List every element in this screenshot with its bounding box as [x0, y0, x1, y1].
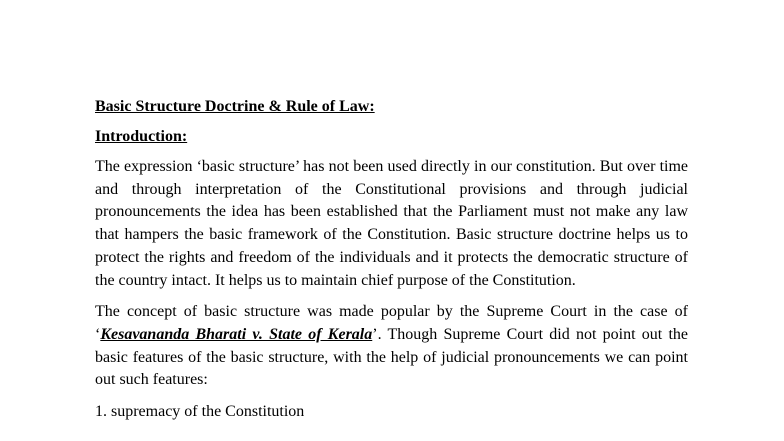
document-title: Basic Structure Doctrine & Rule of Law: [95, 98, 375, 115]
section-heading-introduction: Introduction: [95, 128, 188, 145]
document-body [95, 96, 688, 424]
paragraph-kesavananda [95, 301, 688, 392]
paragraph-text-after-case: ’. Though Supreme Court did not point out the basic features of the basic structure, with the help of judicial pronouncements we can point out such features: [95, 325, 689, 389]
paragraph-text-before-case: The concept of basic structure was made popular by the Supreme Court in the case of ‘ [95, 303, 688, 343]
paragraph-basic-structure-intro: The expression ‘basic structure’ has not been used directly in our constitution. But over time and through interpretation of the Constitutional provisions and through judicial pronouncements the idea has been established that the Parliament must not make any law that hampers the basic framework of the Constitution. Basic structure doctrine helps us to protect the rights and freedom of the individuals and it protects the democratic structure of the country intact. It helps us to maintain chief purpose of the Constitution. [95, 158, 688, 289]
case-name: Kesavananda Bharati v. State of Kerala [100, 325, 373, 343]
list-item-partial: 1. supremacy of the Constitution [95, 403, 305, 421]
